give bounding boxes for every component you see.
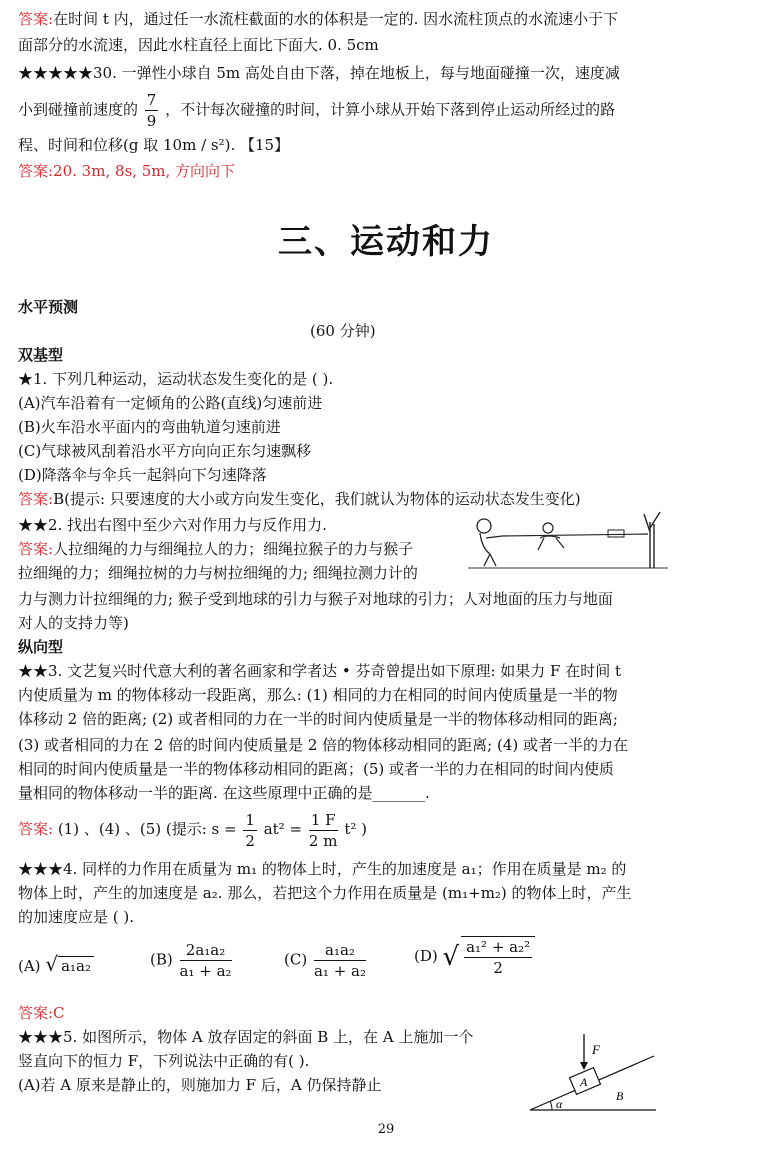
- question-4-line1: ★★★4. 同样的力作用在质量为 m₁ 的物体上时，产生的加速度是 a₁；作用在质量是 m₂ 的: [18, 860, 627, 878]
- option-a-expr: [18, 952, 94, 976]
- question-5-line1: ★★★5. 如图所示，物体 A 放存固定的斜面 B 上，在 A 上施加一个: [18, 1028, 474, 1046]
- arrow-head: [580, 1062, 588, 1070]
- question-5-line2: 竖直向下的恒力 F，下列说法中正确的有( ).: [18, 1052, 310, 1070]
- chapter-title: 三、运动和力: [278, 222, 494, 262]
- answer-text: (1) 、(4) 、(5) (提示: s =: [53, 820, 237, 838]
- label-b: B: [616, 1089, 624, 1103]
- answer-line: [18, 8, 618, 30]
- tree: [644, 512, 660, 568]
- incline-diagram: [528, 1030, 660, 1114]
- option-c-expr: [284, 940, 368, 981]
- option-label: (C): [284, 950, 308, 969]
- question-3-line3: 体移动 2 倍的距离; (2) 或者相同的力在一半的时间内使质量是一半的物体移动相同的距离;: [18, 710, 618, 728]
- denominator: 2: [245, 831, 255, 850]
- option-label: (D): [414, 947, 438, 965]
- monkey-figure: [538, 523, 564, 550]
- numerator: a₁a₂: [314, 940, 366, 961]
- numerator: 1 F: [310, 810, 336, 829]
- question-30-line2: [18, 90, 615, 131]
- answer-1: [18, 488, 581, 510]
- question-3-line4: (3) 或者相同的力在 2 倍的时间内使质量是 2 倍的物体移动相同的距离; (4) 或者一半的力在: [18, 736, 629, 754]
- question-4-line2: 物体上时，产生的加速度是 a₂. 那么，若把这个力作用在质量是 (m₁+m₂) 的物体上时，产生: [18, 884, 632, 902]
- answer-text: B(提示: 只要速度的大小或方向发生变化，我们就认为物体的运动状态发生变化): [53, 490, 581, 508]
- answer-2-line2: 拉细绳的力；细绳拉树的力与树拉细绳的力; 细绳拉测力计的: [18, 564, 418, 582]
- sqrt-sign: √: [45, 952, 59, 976]
- option-b-expr: [150, 940, 234, 981]
- formula-part: t² ): [344, 820, 367, 838]
- denominator: a₁ + a₂: [313, 962, 366, 980]
- sqrt-content: a₁a₂: [58, 956, 94, 975]
- option-a: (A)若 A 原来是静止的，则施加力 F 后，A 仍保持静止: [18, 1076, 382, 1094]
- fraction-f-over-m: [309, 810, 338, 851]
- answer-30: 答案:20. 3m, 8s, 5m, 方向向下: [18, 162, 236, 180]
- label-f: F: [592, 1042, 600, 1057]
- fraction-half: [243, 810, 257, 851]
- denominator: 9: [146, 112, 157, 130]
- denominator: 2 m: [308, 831, 338, 850]
- denominator: 2: [493, 959, 503, 977]
- label-a: A: [580, 1075, 588, 1089]
- subsection-heading: 双基型: [18, 346, 64, 364]
- option-a: (A)汽车沿着有一定倾角的公路(直线)匀速前进: [18, 394, 323, 412]
- answer-4: 答案:C: [18, 1004, 65, 1022]
- question-3-line1: ★★3. 文艺复兴时代意大利的著名画家和学者达 • 芬奇曾提出如下原理: 如果力 F 在时间 t: [18, 662, 622, 680]
- question-3-line6: 量相同的物体移动一半的距离. 在这些原理中正确的是_______.: [18, 784, 430, 802]
- answer-2-line4: 对人的支持力等): [18, 614, 129, 632]
- question-3-line5: 相同的时间内使质量是一半的物体移动相同的距离；(5) 或者一半的力在相同的时间内使质: [18, 760, 615, 778]
- answer-label: 答案:: [18, 490, 54, 508]
- numerator: 7: [146, 91, 157, 109]
- answer-3: [18, 806, 367, 852]
- rope: [502, 534, 648, 536]
- person-figure: [477, 519, 502, 566]
- numerator: 2a₁a₂: [180, 940, 232, 961]
- question-30-line3: 程、时间和位移(g 取 10m / s²). 【15】: [18, 136, 290, 154]
- fraction-7-9: [145, 90, 159, 131]
- question-4-line3: 的加速度应是 ( ).: [18, 908, 135, 926]
- question-30-stem: ★★★★★30. 一弹性小球自 5m 高处自由下落，掉在地板上，每与地面碰撞一次，速度减: [18, 64, 620, 82]
- answer-text: 人拉细绳的力与细绳拉人的力；细绳拉猴子的力与猴子: [53, 540, 414, 558]
- answer-label: 答案:: [18, 820, 54, 838]
- sqrt-sign: √: [442, 942, 460, 972]
- question-3-line2: 内使质量为 m 的物体移动一段距离，那么: (1) 相同的力在相同的时间内使质量是一半的物: [18, 686, 618, 704]
- fraction: [461, 936, 535, 978]
- formula-part: at² =: [263, 820, 303, 838]
- question-1-stem: ★1. 下列几种运动，运动状态发生变化的是 ( ).: [18, 370, 334, 388]
- text-line: 面部分的水流速，因此水柱直径上面比下面大. 0. 5cm: [18, 36, 379, 54]
- text-part: ，不计每次碰撞的时间，计算小球从开始下落到停止运动所经过的路: [165, 100, 616, 119]
- label-alpha: α: [556, 1097, 563, 1111]
- question-2-stem: ★★2. 找出右图中至少六对作用力与反作用力.: [18, 516, 327, 534]
- option-d-expr: [414, 936, 537, 978]
- answer-2-line1: [18, 538, 413, 560]
- section-heading: 水平预测: [18, 298, 79, 316]
- page-number: 29: [377, 1122, 395, 1137]
- option-c: (C)气球被风刮着沿水平方向向正东匀速飘移: [18, 442, 312, 460]
- numerator: a₁² + a₂²: [466, 938, 531, 956]
- option-label: (B): [150, 950, 173, 969]
- denominator: a₁ + a₂: [179, 962, 232, 980]
- subsection-heading: 纵向型: [18, 638, 64, 656]
- answer-text: 在时间 t 内，通过任一水流柱截面的水的体积是一定的. 因水流柱顶点的水流速小于下: [53, 10, 619, 28]
- fraction: [180, 940, 232, 981]
- option-b: (B)火车沿水平面内的弯曲轨道匀速前进: [18, 418, 281, 436]
- fraction: [314, 940, 366, 981]
- numerator: 1: [245, 810, 255, 829]
- option-label: (A): [18, 957, 41, 975]
- spring-scale: [608, 530, 624, 537]
- tug-of-war-illustration: [468, 508, 668, 572]
- answer-label: 答案:: [18, 540, 54, 558]
- option-d: (D)降落伞与伞兵一起斜向下匀速降落: [18, 466, 267, 484]
- answer-2-line3: 力与测力计拉细绳的力; 猴子受到地球的引力与猴子对地球的引力；人对地面的压力与地面: [18, 590, 613, 608]
- text-part: 小到碰撞前速度的: [18, 100, 139, 119]
- time-limit: (60 分钟): [310, 322, 376, 340]
- answer-label: 答案:: [18, 10, 54, 28]
